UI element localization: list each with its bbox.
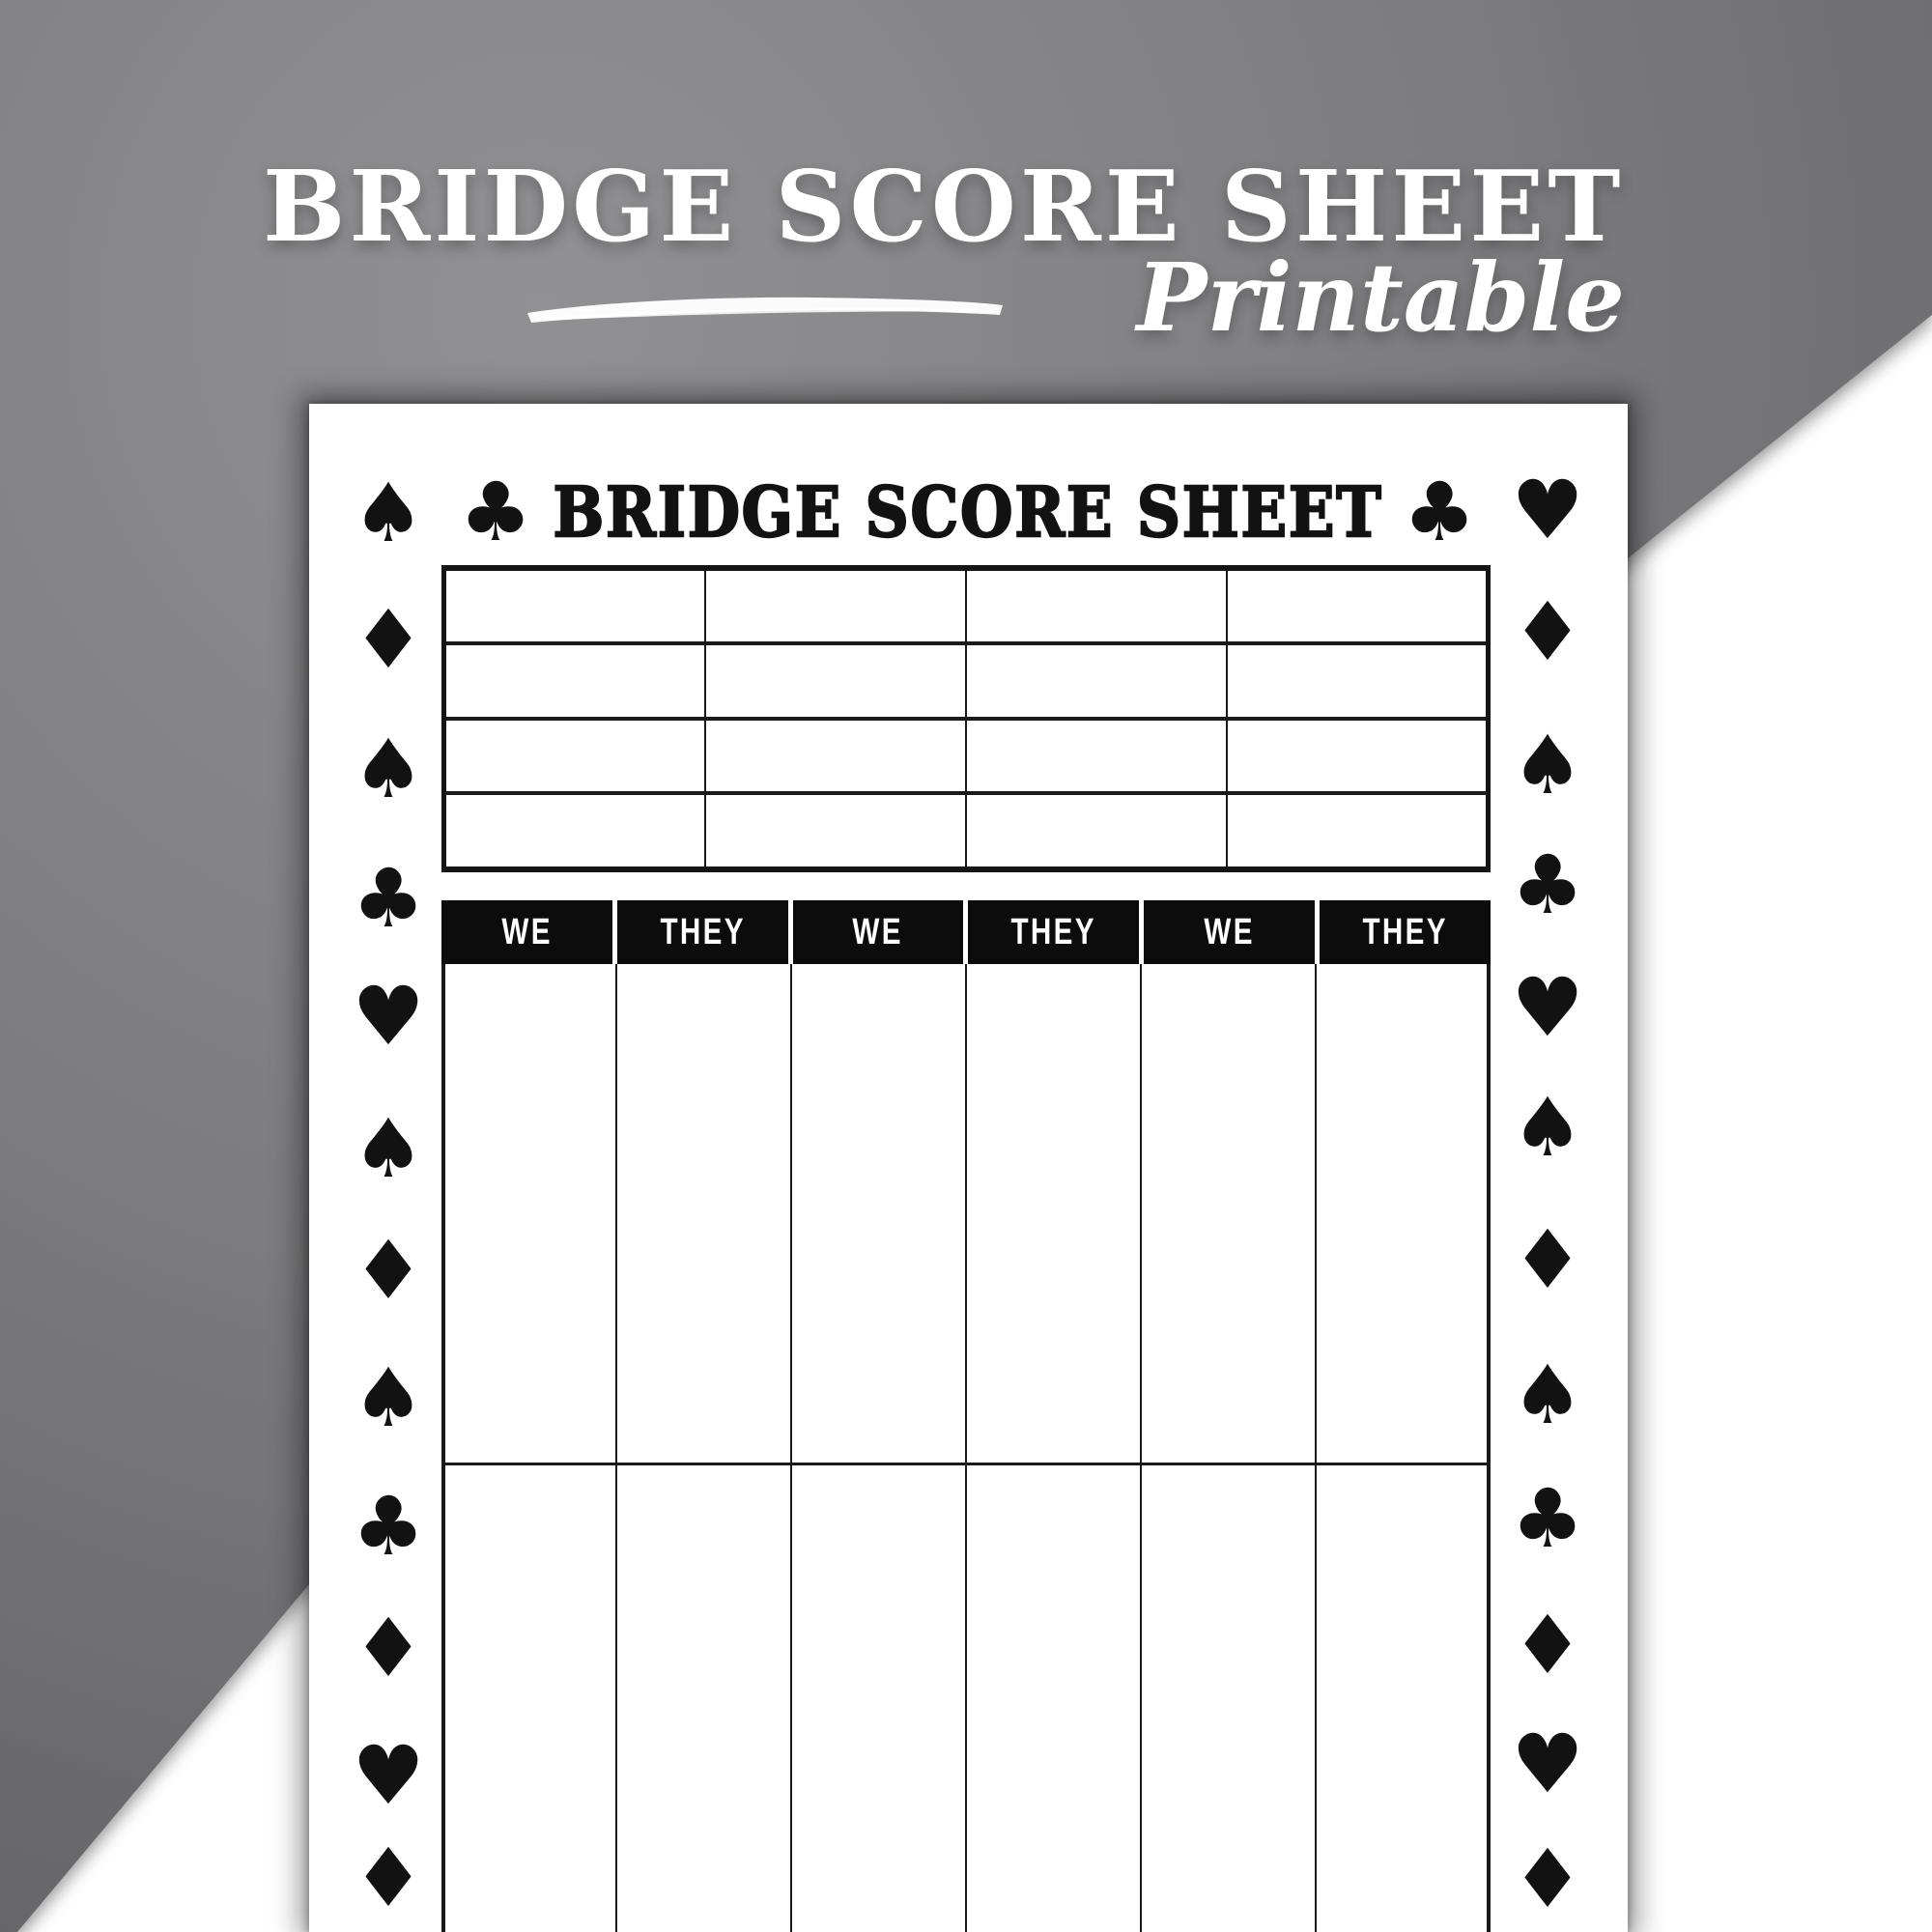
spade-icon: ♠ — [1511, 1348, 1584, 1442]
info-grid-line — [446, 791, 1486, 795]
score-header-they: THEY — [1320, 900, 1491, 964]
info-grid-line — [446, 717, 1486, 721]
diamond-icon: ♦ — [352, 592, 425, 687]
score-header-we: WE — [1144, 900, 1315, 964]
score-column-line — [1487, 964, 1491, 1932]
club-icon: ♣ — [1511, 1471, 1584, 1566]
club-icon: ♣ — [459, 465, 532, 559]
score-header-they: THEY — [617, 900, 788, 964]
club-icon: ♣ — [352, 1479, 425, 1574]
club-icon: ♣ — [1403, 465, 1476, 559]
score-table-body — [309, 960, 1628, 1932]
spade-icon: ♠ — [1511, 1080, 1584, 1175]
club-icon: ♣ — [352, 851, 425, 946]
diamond-icon: ♦ — [352, 1601, 425, 1695]
diamond-icon: ♦ — [352, 1223, 425, 1318]
spade-icon: ♠ — [352, 1101, 425, 1196]
spade-icon: ♠ — [352, 722, 425, 816]
score-column-line — [441, 964, 445, 1932]
score-column-line — [1315, 964, 1317, 1932]
diamond-icon: ♦ — [352, 1831, 425, 1925]
heart-icon: ♥ — [352, 969, 425, 1064]
score-header-we: WE — [793, 900, 964, 964]
heart-icon: ♥ — [1511, 960, 1584, 1055]
score-column-line — [615, 964, 617, 1932]
club-icon: ♣ — [1511, 838, 1584, 932]
heading-title: BRIDGE SCORE SHEET — [263, 149, 1625, 264]
brush-underline — [522, 286, 1009, 330]
spade-icon: ♠ — [352, 1350, 425, 1445]
score-column-line — [1140, 964, 1142, 1932]
info-table — [441, 565, 1491, 872]
diamond-icon: ♦ — [1511, 1832, 1584, 1926]
heart-icon: ♥ — [352, 1728, 425, 1823]
score-header-they: THEY — [968, 900, 1139, 964]
score-table-header — [441, 900, 1491, 964]
score-divider-line — [441, 1463, 1491, 1465]
score-sheet-paper — [309, 404, 1628, 1932]
heading-subtitle: Printable — [1136, 242, 1625, 353]
info-grid-line — [446, 641, 1486, 645]
sheet-title: BRIDGE SCORE SHEET — [553, 471, 1383, 553]
diamond-icon: ♦ — [1511, 1598, 1584, 1692]
spade-icon: ♠ — [1511, 718, 1584, 812]
diamond-icon: ♦ — [1511, 1212, 1584, 1307]
heart-icon: ♥ — [1511, 463, 1584, 557]
score-header-we: WE — [441, 900, 612, 964]
spade-icon: ♠ — [352, 466, 425, 560]
score-column-line — [965, 964, 967, 1932]
score-column-line — [790, 964, 792, 1932]
diamond-icon: ♦ — [1511, 584, 1584, 679]
heart-icon: ♥ — [1511, 1717, 1584, 1811]
